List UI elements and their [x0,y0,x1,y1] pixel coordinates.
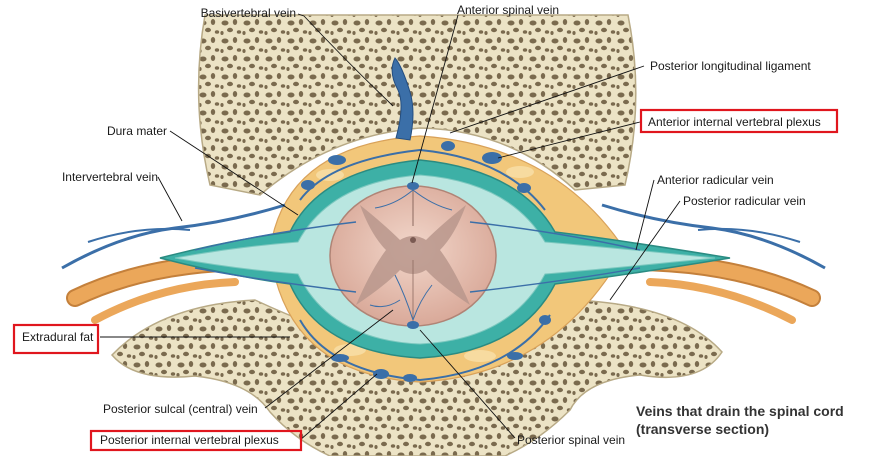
anterior-spinal-vein [407,182,419,190]
figure-caption [636,403,844,437]
caption-line-1: Veins that drain the spinal cord [636,403,844,419]
label-posterior-longitudinal-ligament: Posterior longitudinal ligament [650,59,811,73]
label-dura-mater: Dura mater [106,124,167,138]
label-anterior-internal-vertebral-plexus: Anterior internal vertebral plexus [648,115,821,129]
label-posterior-radicular-vein: Posterior radicular vein [683,194,806,208]
posterior-spinal-vein [407,321,419,329]
label-anterior-spinal-vein: Anterior spinal vein [457,3,560,17]
label-anterior-radicular-vein: Anterior radicular vein [657,173,774,187]
label-basivertebral-vein: Basivertebral vein [200,6,296,20]
label-posterior-internal-vertebral-plexus: Posterior internal vertebral plexus [100,433,279,447]
caption-line-2: (transverse section) [636,421,770,437]
right-spinal-nerve [630,262,812,320]
label-posterior-sulcal-vein: Posterior sulcal (central) vein [103,402,258,416]
label-intervertebral-vein: Intervertebral vein [61,170,158,184]
label-posterior-spinal-vein: Posterior spinal vein [517,433,626,447]
label-extradural-fat: Extradural fat [22,330,94,344]
spinal-cord [330,186,496,326]
